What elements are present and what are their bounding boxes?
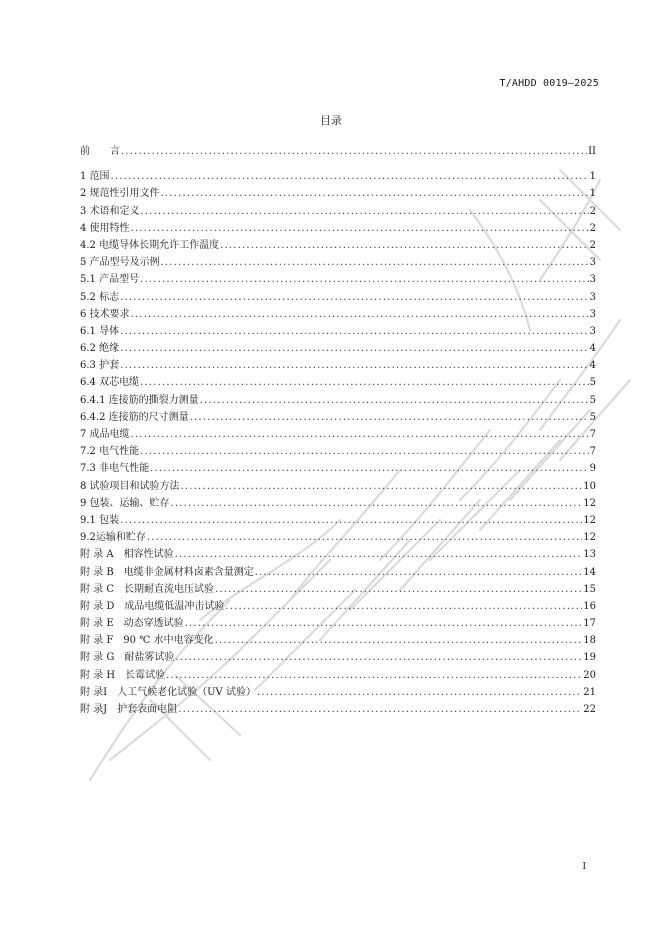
toc-entry-page: II xyxy=(588,146,596,157)
toc-entry[interactable] xyxy=(80,323,596,340)
toc-leader-dots xyxy=(161,185,589,202)
toc-entry-title: 附 录 B 电缆非金属材料卤素含量测定 xyxy=(80,566,254,578)
toc-entry-page: 7 xyxy=(589,446,596,458)
toc-entry-page: 2 xyxy=(589,205,596,217)
toc-leader-dots xyxy=(166,667,582,684)
toc-entry[interactable] xyxy=(80,374,596,391)
toc-leader-dots xyxy=(257,684,582,701)
toc-leader-dots xyxy=(190,409,589,426)
toc-leader-dots xyxy=(147,529,582,546)
toc-entry-page: 19 xyxy=(583,652,596,664)
page-number: I xyxy=(582,862,586,872)
toc-entry-title: 9 包装、运输、贮存 xyxy=(80,497,170,509)
toc-leader-dots xyxy=(121,143,587,160)
toc-leader-dots xyxy=(200,392,589,409)
toc-entry-title: 8 试验项目和试验方法 xyxy=(80,480,180,492)
table-of-contents xyxy=(80,143,596,718)
toc-entry-page: 21 xyxy=(583,686,596,698)
toc-entry-page: 7 xyxy=(589,429,596,440)
toc-entry[interactable] xyxy=(80,185,596,202)
toc-entry-page: 12 xyxy=(583,497,596,509)
toc-entry-title: 附 录J 护套表面电阻 xyxy=(80,704,178,715)
toc-entry-title: 7 成品电缆 xyxy=(80,429,130,440)
toc-leader-dots xyxy=(140,374,589,391)
toc-entry[interactable] xyxy=(80,512,596,529)
toc-leader-dots xyxy=(120,340,589,357)
toc-leader-dots xyxy=(140,271,589,288)
toc-entry-title: 5.1 产品型号 xyxy=(80,274,140,286)
toc-entry-page: 12 xyxy=(583,514,596,526)
toc-entry-page: 3 xyxy=(589,325,596,337)
toc-entry[interactable] xyxy=(80,168,596,185)
toc-leader-dots xyxy=(178,701,582,718)
toc-entry-title: 9.2运输和贮存 xyxy=(80,532,146,544)
toc-leader-dots xyxy=(141,203,589,220)
toc-leader-dots xyxy=(120,357,589,374)
toc-leader-dots xyxy=(175,649,582,666)
toc-entry-page: 1 xyxy=(589,188,596,200)
toc-entry-page: 13 xyxy=(583,549,596,561)
toc-entry-title: 附 录 H 长霉试验 xyxy=(80,669,166,681)
toc-entry-page: 4 xyxy=(589,343,596,355)
toc-entry[interactable] xyxy=(80,684,596,701)
toc-entry-page: 18 xyxy=(583,635,596,647)
toc-leader-dots xyxy=(140,443,589,460)
toc-entry[interactable] xyxy=(80,220,596,237)
toc-entry-title: 附 录 F 90 ℃ 水中电容变化 xyxy=(80,635,214,647)
toc-leader-dots xyxy=(120,289,589,306)
toc-entry-page: 5 xyxy=(589,411,596,423)
toc-entry-page: 14 xyxy=(583,566,596,578)
toc-entry-title: 4.2 电缆导体长期允许工作温度 xyxy=(80,239,220,251)
toc-spacer xyxy=(80,160,596,168)
toc-entry-title: 2 规范性引用文件 xyxy=(80,188,160,200)
toc-leader-dots xyxy=(185,615,583,632)
toc-entry-page: 1 xyxy=(589,171,596,183)
toc-entry[interactable] xyxy=(80,649,596,666)
toc-entry-page: 3 xyxy=(589,274,596,286)
toc-entry-page: 9 xyxy=(589,463,596,475)
toc-entry-title: 6.4 双芯电缆 xyxy=(80,377,140,389)
toc-entry-title: 6.4.1 连接筋的撕裂力测量 xyxy=(80,394,199,406)
toc-entry-title: 附 录 D 成品电缆低温冲击试验 xyxy=(80,600,225,612)
toc-leader-dots xyxy=(215,581,582,598)
toc-entry[interactable] xyxy=(80,143,596,160)
toc-leader-dots xyxy=(131,426,589,443)
toc-leader-dots xyxy=(111,168,589,185)
toc-entry[interactable] xyxy=(80,667,596,684)
toc-entry-title: 1 范围 xyxy=(80,171,110,183)
toc-leader-dots xyxy=(215,632,583,649)
toc-entry[interactable] xyxy=(80,598,596,615)
toc-entry-title: 附 录 E 动态穿透试验 xyxy=(80,618,184,630)
toc-entry-title: 附 录 A 相容性试验 xyxy=(80,549,174,561)
toc-entry-title: 7.2 电气性能 xyxy=(80,446,140,458)
toc-entry-page: 10 xyxy=(583,480,596,492)
toc-entry[interactable] xyxy=(80,701,596,718)
toc-entry-page: 3 xyxy=(589,257,596,269)
toc-leader-dots xyxy=(150,460,589,477)
toc-entry-page: 2 xyxy=(589,239,596,251)
toc-entry[interactable] xyxy=(80,529,596,546)
toc-entry-page: 3 xyxy=(589,291,596,303)
toc-entry-page: 16 xyxy=(583,600,596,612)
toc-leader-dots xyxy=(120,323,589,340)
toc-entry[interactable] xyxy=(80,426,596,443)
toc-entry-page: 5 xyxy=(589,377,596,389)
toc-leader-dots xyxy=(255,564,583,581)
toc-entry-page: 20 xyxy=(583,669,596,681)
toc-entry-title: 附 录 C 长期耐直流电压试验 xyxy=(80,583,215,595)
toc-entry[interactable] xyxy=(80,478,596,495)
toc-entry[interactable] xyxy=(80,289,596,306)
toc-entry-title: 6.2 绝缘 xyxy=(80,343,120,355)
toc-entry[interactable] xyxy=(80,443,596,460)
toc-leader-dots xyxy=(175,546,583,563)
toc-entry-page: 17 xyxy=(583,618,596,630)
toc-entry-page: 12 xyxy=(583,532,596,544)
toc-entry[interactable] xyxy=(80,581,596,598)
toc-entry[interactable] xyxy=(80,546,596,563)
toc-leader-dots xyxy=(120,512,582,529)
toc-entry[interactable] xyxy=(80,615,596,632)
toc-entry-page: 2 xyxy=(589,222,596,234)
toc-entry-title: 6 技术要求 xyxy=(80,308,130,320)
toc-leader-dots xyxy=(131,306,589,323)
toc-entry-title: 附 录I 人工气候老化试验（UV 试验） xyxy=(80,686,256,698)
toc-entry[interactable] xyxy=(80,409,596,426)
toc-entry-page: 15 xyxy=(583,583,596,595)
toc-entry-title: 附 录 G 耐盐雾试验 xyxy=(80,652,175,664)
toc-entry[interactable] xyxy=(80,340,596,357)
toc-entry[interactable] xyxy=(80,254,596,271)
toc-leader-dots xyxy=(225,598,582,615)
toc-leader-dots xyxy=(220,237,589,254)
toc-entry[interactable] xyxy=(80,460,596,477)
toc-entry[interactable] xyxy=(80,203,596,220)
toc-entry-title: 前 言 xyxy=(80,146,120,157)
toc-entry[interactable] xyxy=(80,632,596,649)
toc-entry-title: 3 术语和定义 xyxy=(80,205,140,217)
toc-entry[interactable] xyxy=(80,271,596,288)
toc-leader-dots xyxy=(181,478,583,495)
document-code: T/AHDD 0019—2025 xyxy=(499,78,599,89)
toc-entry[interactable] xyxy=(80,495,596,512)
toc-entry[interactable] xyxy=(80,564,596,581)
toc-entry-page: 4 xyxy=(589,360,596,372)
toc-entry[interactable] xyxy=(80,392,596,409)
toc-entry-title: 9.1 包装 xyxy=(80,514,120,526)
toc-entry[interactable] xyxy=(80,357,596,374)
toc-entry-page: 5 xyxy=(589,394,596,406)
toc-entry-title: 4 使用特性 xyxy=(80,222,130,234)
toc-entry-title: 6.1 导体 xyxy=(80,325,120,337)
toc-leader-dots xyxy=(131,220,589,237)
toc-entry[interactable] xyxy=(80,237,596,254)
toc-entry-title: 6.3 护套 xyxy=(80,360,120,372)
toc-entry-title: 5.2 标志 xyxy=(80,291,120,303)
toc-entry-page: 3 xyxy=(589,308,596,320)
toc-entry[interactable] xyxy=(80,306,596,323)
toc-entry-title: 6.4.2 连接筋的尺寸测量 xyxy=(80,411,189,423)
toc-title: 目录 xyxy=(320,114,342,127)
toc-leader-dots xyxy=(161,254,589,271)
toc-leader-dots xyxy=(171,495,583,512)
toc-entry-title: 5 产品型号及示例 xyxy=(80,257,160,269)
toc-entry-title: 7.3 非电气性能 xyxy=(80,463,150,475)
toc-entry-page: 22 xyxy=(583,704,596,715)
